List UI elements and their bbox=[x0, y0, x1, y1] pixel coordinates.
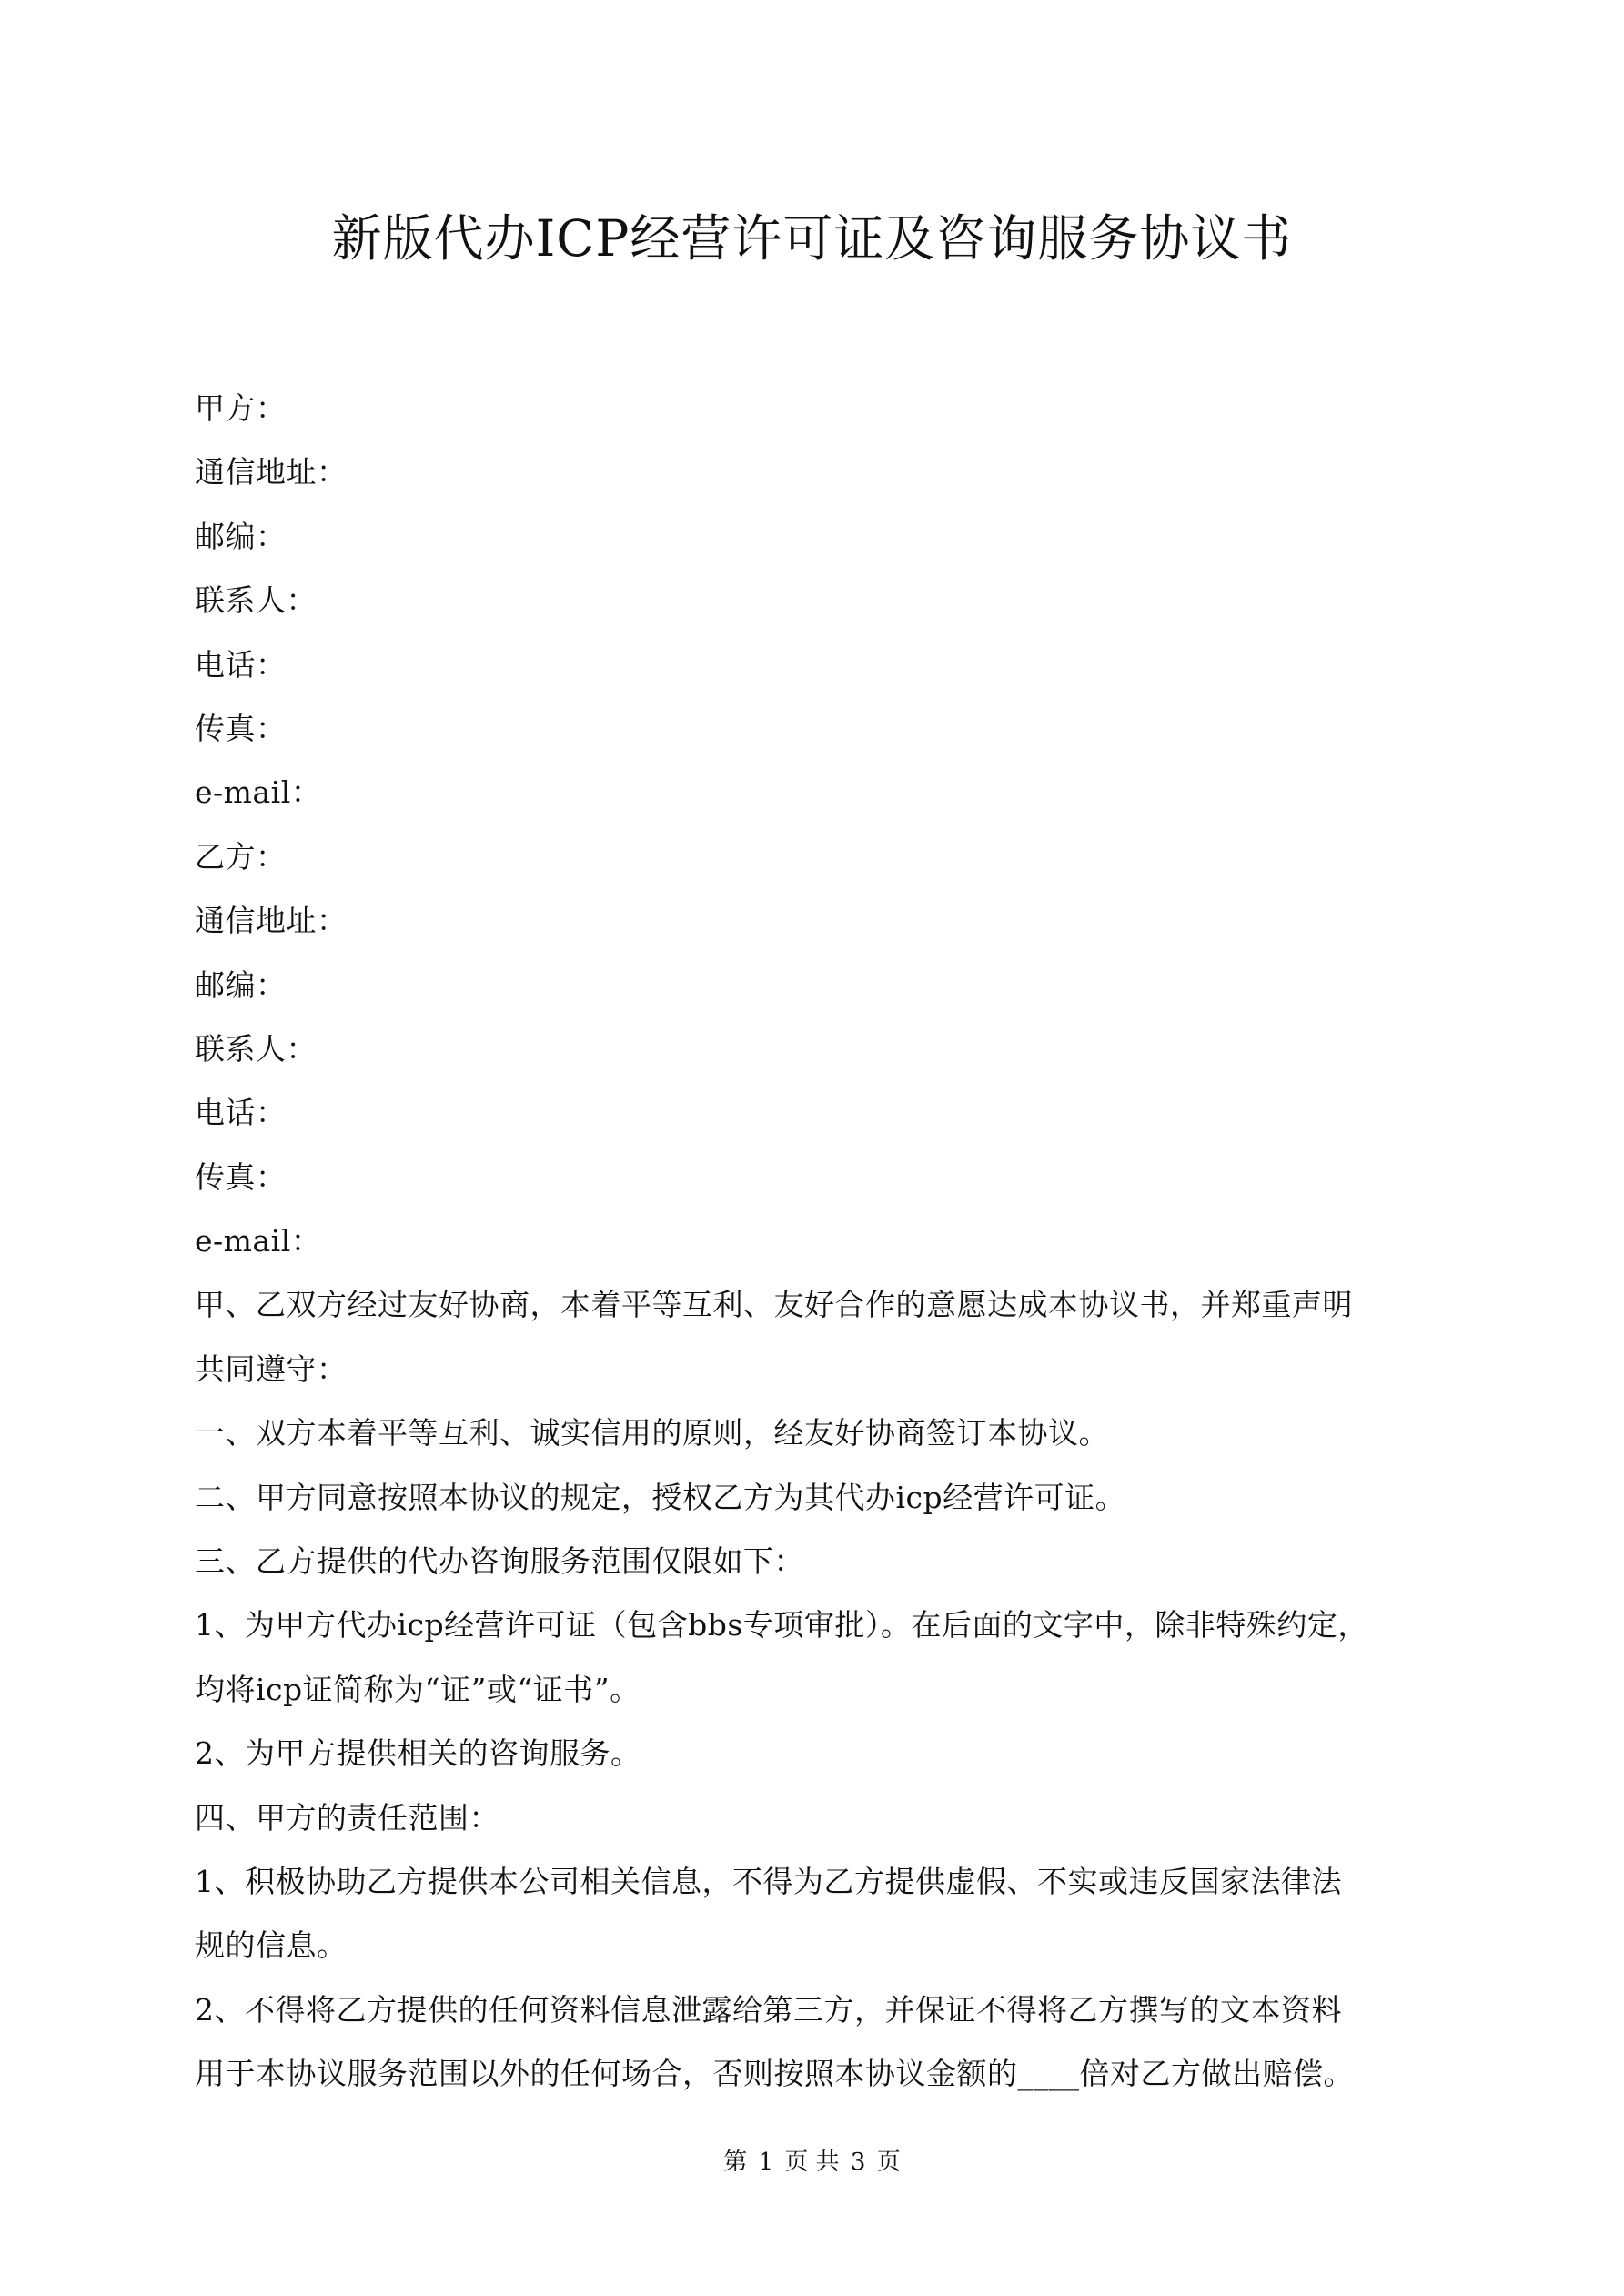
agreement-text-line: 规的信息。 bbox=[195, 1927, 348, 1964]
party-a-address: 通信地址： bbox=[195, 454, 348, 491]
agreement-text-line: 甲、乙双方经过友好协商，本着平等互利、友好合作的意愿达成本协议书，并郑重声明 bbox=[195, 1287, 1353, 1323]
party-b-email: e-mail： bbox=[195, 1223, 322, 1259]
agreement-text-line: 一、双方本着平等互利、诚实信用的原则，经友好协商签订本协议。 bbox=[195, 1415, 1109, 1451]
party-b-contact: 联系人： bbox=[195, 1030, 317, 1067]
agreement-text-line: 用于本协议服务范围以外的任何场合，否则按照本协议金额的____倍对乙方做出赔偿。 bbox=[195, 2056, 1354, 2092]
agreement-text-line: 1、积极协助乙方提供本公司相关信息，不得为乙方提供虚假、不实或违反国家法律法 bbox=[195, 1863, 1342, 1899]
agreement-text-line: 共同遵守： bbox=[195, 1350, 348, 1387]
footer-total-pages: 3 bbox=[850, 2149, 866, 2176]
party-a-fax: 传真： bbox=[195, 710, 287, 746]
agreement-text-line: 二、甲方同意按照本协议的规定，授权乙方为其代办icp经营许可证。 bbox=[195, 1479, 1126, 1515]
footer-prefix: 第 bbox=[723, 2149, 748, 2176]
footer-middle: 页 共 bbox=[784, 2149, 840, 2176]
agreement-text-line: 2、不得将乙方提供的任何资料信息泄露给第三方，并保证不得将乙方撰写的文本资料 bbox=[195, 1991, 1342, 2028]
document-body bbox=[195, 377, 1441, 2107]
agreement-text-line: 均将icp证简称为“证”或“证书”。 bbox=[195, 1671, 641, 1707]
party-a-contact: 联系人： bbox=[195, 582, 317, 619]
party-b-postcode: 邮编： bbox=[195, 966, 287, 1003]
party-b-fax: 传真： bbox=[195, 1158, 287, 1195]
party-b-phone: 电话： bbox=[195, 1095, 287, 1131]
agreement-text-line: 2、为甲方提供相关的咨询服务。 bbox=[195, 1735, 641, 1772]
party-a-email: e-mail： bbox=[195, 774, 322, 811]
agreement-text-line: 三、乙方提供的代办咨询服务范围仅限如下： bbox=[195, 1543, 804, 1580]
footer-suffix: 页 bbox=[876, 2149, 901, 2176]
party-a-phone: 电话： bbox=[195, 646, 287, 683]
agreement-text-line: 四、甲方的责任范围： bbox=[195, 1799, 499, 1836]
page-footer bbox=[0, 2144, 1624, 2180]
agreement-text-line: 1、为甲方代办icp经营许可证（包含bbs专项审批）。在后面的文字中，除非特殊约定， bbox=[195, 1607, 1368, 1644]
party-a-label: 甲方： bbox=[195, 390, 287, 426]
party-b-address: 通信地址： bbox=[195, 903, 348, 939]
document-title: 新版代办ICP经营许可证及咨询服务协议书 bbox=[331, 209, 1293, 268]
party-a-postcode: 邮编： bbox=[195, 518, 287, 554]
party-b-label: 乙方： bbox=[195, 838, 287, 875]
footer-current-page: 1 bbox=[758, 2149, 774, 2176]
